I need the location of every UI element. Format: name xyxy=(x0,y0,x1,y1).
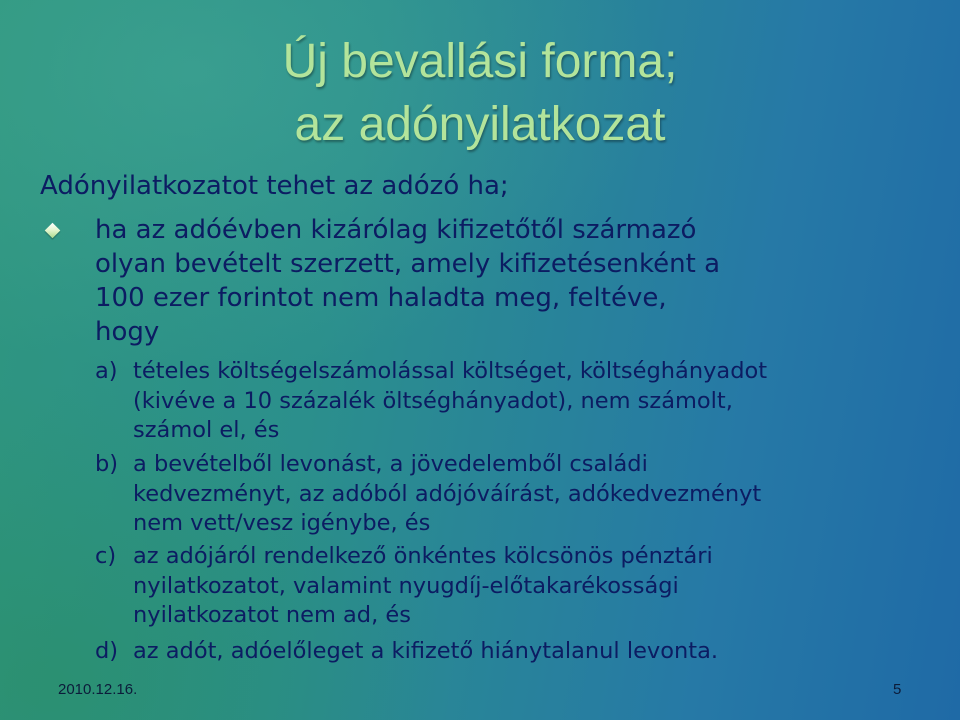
list-item-line: nyilatkozatot, valamint nyugdíj-előtakarékossági xyxy=(133,572,679,599)
list-item-line: az adójáról rendelkező önkéntes kölcsönös pénztári xyxy=(133,543,713,569)
title-line: Új bevallási forma; xyxy=(282,35,678,88)
title-line: az adónyilatkozat xyxy=(294,98,666,151)
list-item-line: az adót, adóelőleget a kifizető hiánytalanul levonta. xyxy=(133,638,719,664)
bullet-line: ha az adóévben kizárólag kifizetőtől származó xyxy=(95,215,697,245)
list-marker: c) xyxy=(95,543,117,569)
list-item-line: kedvezményt, az adóból adójóváírást, adókedvezményt xyxy=(133,480,762,507)
list-item-text xyxy=(133,637,718,667)
list-item-text xyxy=(133,542,713,631)
list-item-text xyxy=(133,357,767,446)
list-marker: b) xyxy=(95,451,119,477)
list-marker: d) xyxy=(95,638,119,664)
list-item-line: tételes költségelszámolással költséget, költséghányadot xyxy=(133,358,768,384)
footer-date: 2010.12.16. xyxy=(58,681,138,698)
intro-text: Adónyilatkozatot tehet az adózó ha; xyxy=(40,171,509,201)
bullet-line: hogy xyxy=(95,317,160,347)
list-marker: a) xyxy=(95,358,118,384)
list-item-line: (kivéve a 10 százalék öltséghányadot), nem számolt, xyxy=(133,387,733,414)
diamond-bullet-icon xyxy=(45,223,61,239)
list-item-line: nem vett/vesz igénybe, és xyxy=(133,510,431,536)
list-item-line: számol el, és xyxy=(133,417,280,443)
slide-title xyxy=(0,30,960,156)
page-number: 5 xyxy=(893,681,902,698)
bullet-paragraph xyxy=(95,213,720,349)
list-item-line: a bevételből levonást, a jövedelemből családi xyxy=(133,451,648,477)
bullet-line: olyan bevételt szerzett, amely kifizetésenként a xyxy=(95,249,721,279)
bullet-line: 100 ezer forintot nem haladta meg, feltéve, xyxy=(95,283,667,313)
list-item-text xyxy=(133,450,761,539)
list-item-line: nyilatkozatot nem ad, és xyxy=(133,602,411,628)
